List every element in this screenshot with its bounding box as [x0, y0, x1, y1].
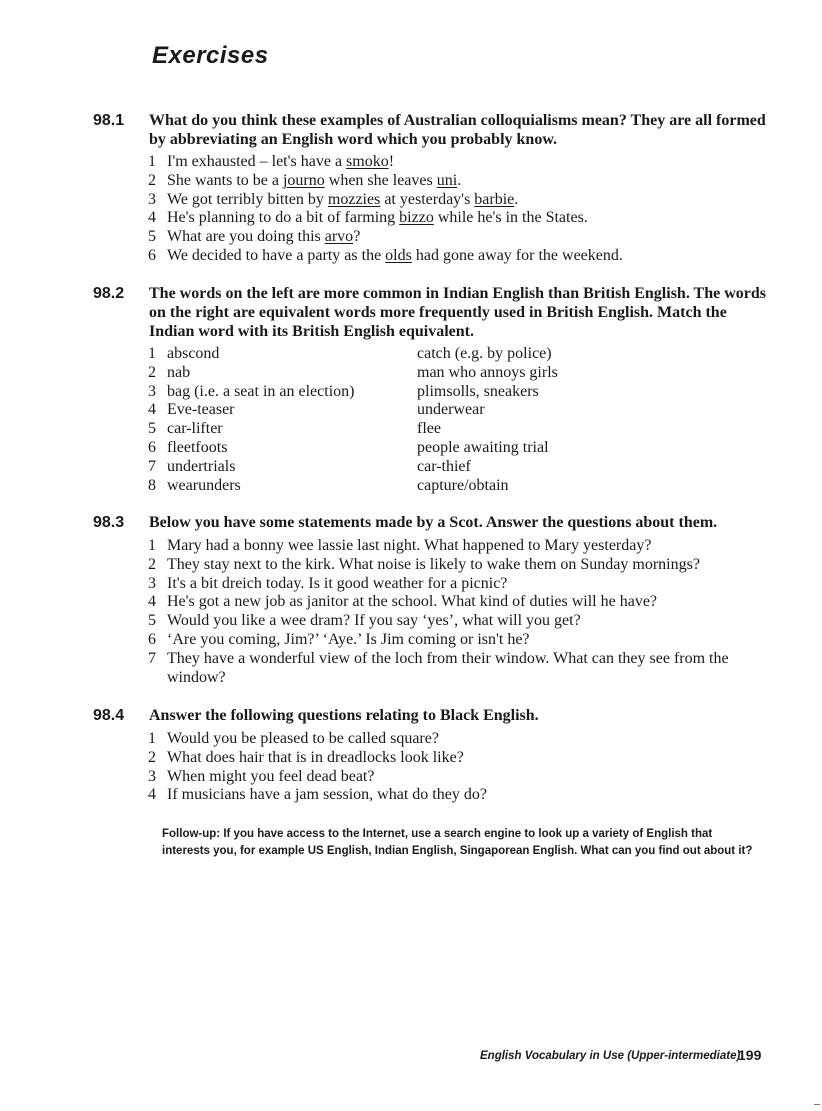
list-item: 5 What are you doing this arvo? [148, 228, 361, 246]
table-row [148, 345, 774, 364]
underlined-word: journo [282, 171, 325, 189]
exercise-number: 98.4 [93, 707, 125, 724]
item-number: 4 [148, 401, 156, 419]
exercise-items [148, 730, 774, 805]
item-number: 5 [148, 612, 156, 630]
list-item: 7 They have a wonderful view of the loch from their window. What can they see from the window? [148, 649, 729, 686]
british-equivalent: car-thief [417, 457, 471, 475]
indian-word: undertrials [167, 457, 236, 475]
page-title: Exercises [152, 42, 269, 69]
item-number: 6 [148, 630, 156, 648]
table-row [148, 401, 774, 420]
item-number: 2 [148, 171, 156, 189]
item-number: 8 [148, 476, 156, 494]
list-item: 6 We decided to have a party as the olds had gone away for the weekend. [148, 246, 623, 264]
item-number: 5 [148, 420, 156, 438]
exercise-instruction: The words on the left are more common in Indian English than British English. The words on the right are equivalent words more frequently used in British English. Match the Indian word with its British English equivalent. [149, 285, 766, 340]
exercise-instruction: Answer the following questions relating to Black English. [149, 707, 539, 724]
underlined-word: arvo [324, 228, 354, 246]
underlined-word: olds [385, 246, 412, 264]
item-number: 4 [148, 786, 156, 804]
underlined-word: uni [436, 171, 458, 189]
list-item: 3 It's a bit dreich today. Is it good weather for a picnic? [148, 574, 508, 592]
item-number: 6 [148, 438, 156, 456]
item-number: 3 [148, 382, 156, 400]
list-item: 4 If musicians have a jam session, what do they do? [148, 786, 487, 804]
corner-mark [814, 1104, 820, 1105]
exercise-instruction: Below you have some statements made by a Scot. Answer the questions about them. [149, 514, 718, 531]
indian-word: car-lifter [167, 420, 223, 438]
indian-word: wearunders [167, 476, 241, 494]
item-number: 1 [148, 153, 156, 170]
exercise-instruction: What do you think these examples of Australian colloquialisms mean? They are all formed by abbreviating an English word which you probably know. [149, 112, 766, 148]
list-item: 1 Mary had a bonny wee lassie last night. What happened to Mary yesterday? [148, 537, 652, 554]
item-number: 6 [148, 246, 156, 264]
item-number: 3 [148, 190, 156, 208]
follow-up-label: Follow-up: [162, 828, 221, 840]
british-equivalent: plimsolls, sneakers [417, 382, 539, 400]
underlined-word: bizzo [399, 209, 434, 227]
item-number: 7 [148, 649, 156, 667]
table-row [148, 383, 774, 402]
item-number: 1 [148, 345, 156, 362]
table-row [148, 458, 774, 477]
page-number: 199 [738, 1047, 762, 1063]
list-item: 4 He's planning to do a bit of farming bizzo while he's in the States. [148, 209, 588, 227]
underlined-word: smoko [346, 153, 389, 170]
list-item: 1 I'm exhausted – let's have a smoko! [148, 153, 395, 170]
underlined-word: mozzies [327, 190, 381, 208]
british-equivalent: man who annoys girls [417, 363, 558, 381]
follow-up-note [162, 826, 762, 860]
list-item: 6 ‘Are you coming, Jim?’ ‘Aye.’ Is Jim coming or isn't he? [148, 630, 530, 648]
british-equivalent: flee [417, 420, 441, 438]
exercise-items [148, 537, 774, 687]
british-equivalent: capture/obtain [417, 476, 509, 494]
indian-word: nab [167, 363, 191, 381]
british-equivalent: people awaiting trial [417, 438, 549, 456]
exercise-items [148, 153, 774, 266]
page-footer [0, 1047, 822, 1069]
indian-word: bag (i.e. a seat in an election) [167, 382, 355, 400]
exercise-number: 98.3 [93, 514, 125, 531]
item-number: 1 [148, 730, 156, 747]
item-number: 7 [148, 457, 156, 475]
book-title: English Vocabulary in Use (Upper-intermediate) [480, 1050, 741, 1062]
exercise-number: 98.1 [93, 112, 125, 129]
list-item: 3 We got terribly bitten by mozzies at yesterday's barbie. [148, 190, 519, 208]
indian-word: Eve-teaser [167, 401, 235, 419]
table-row [148, 477, 774, 496]
list-item: 5 Would you like a wee dram? If you say ‘yes’, what will you get? [148, 612, 581, 630]
british-equivalent: underwear [417, 401, 485, 419]
indian-word: fleetfoots [167, 438, 228, 456]
list-item: 2 They stay next to the kirk. What noise is likely to wake them on Sunday mornings? [148, 555, 700, 573]
underlined-word: barbie [474, 190, 515, 208]
table-row [148, 439, 774, 458]
matching-table [148, 345, 774, 495]
follow-up-text: If you have access to the Internet, use a search engine to look up a variety of English that interests you, for example US English, Indian English, Singaporean English. What can you find out about it? [162, 828, 753, 857]
item-number: 4 [148, 209, 156, 227]
item-number: 2 [148, 363, 156, 381]
exercise-number: 98.2 [93, 285, 125, 302]
item-number: 3 [148, 574, 156, 592]
item-number: 2 [148, 748, 156, 766]
table-row [148, 364, 774, 383]
list-item: 1 Would you be pleased to be called square? [148, 730, 439, 747]
list-item: 4 He's got a new job as janitor at the school. What kind of duties will he have? [148, 593, 658, 611]
item-number: 2 [148, 555, 156, 573]
list-item: 2 She wants to be a journo when she leaves uni. [148, 171, 462, 189]
item-number: 4 [148, 593, 156, 611]
item-number: 5 [148, 228, 156, 246]
item-number: 3 [148, 767, 156, 785]
british-equivalent: catch (e.g. by police) [417, 345, 552, 362]
list-item: 2 What does hair that is in dreadlocks look like? [148, 748, 464, 766]
table-row [148, 420, 774, 439]
indian-word: abscond [167, 345, 220, 362]
list-item: 3 When might you feel dead beat? [148, 767, 375, 785]
item-number: 1 [148, 537, 156, 554]
